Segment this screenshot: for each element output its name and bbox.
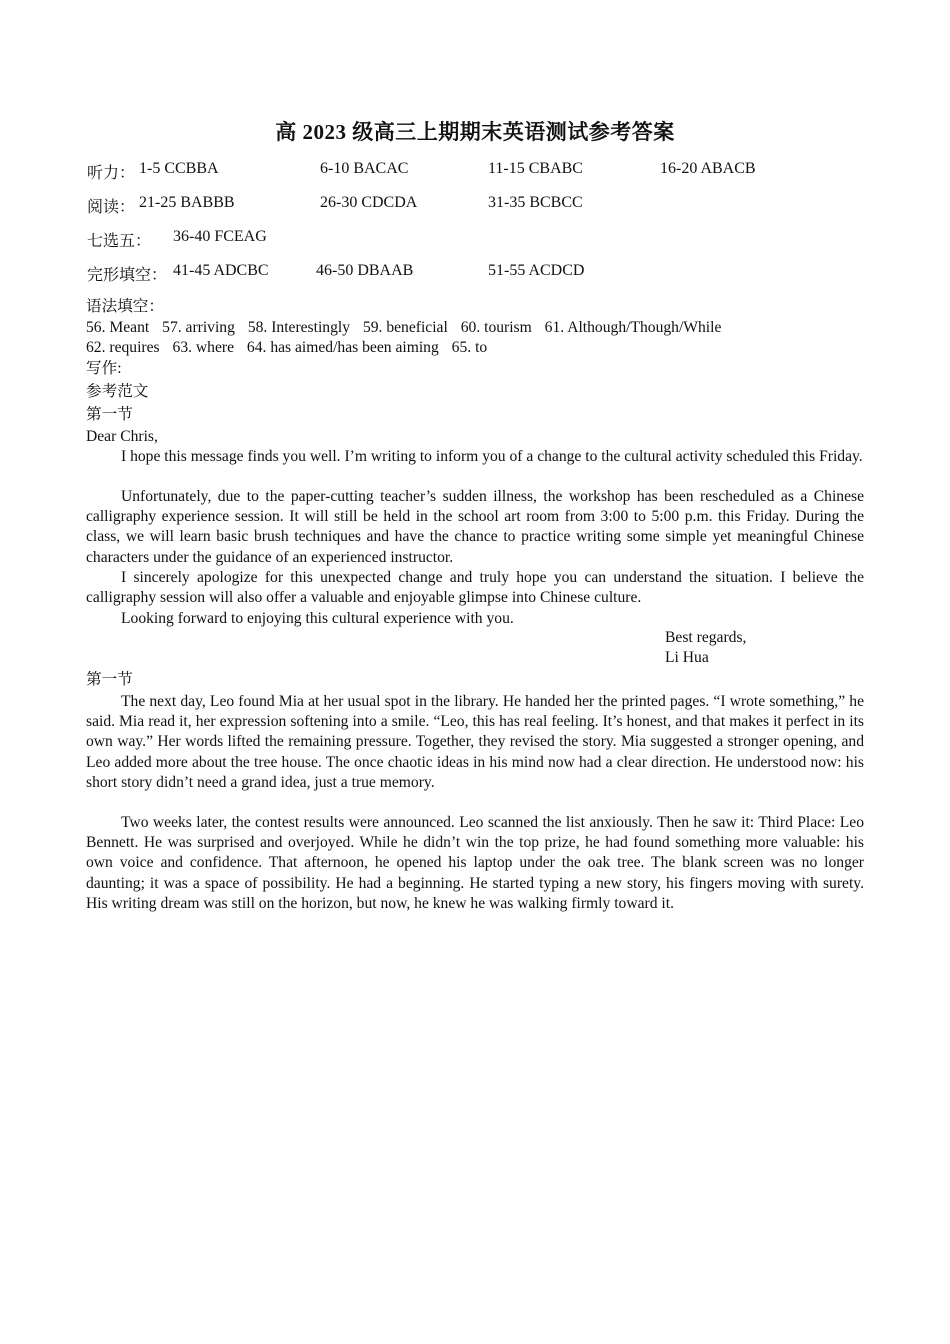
grammar-answer: 56. Meant xyxy=(86,319,150,336)
letter-signature: Li Hua xyxy=(665,649,709,666)
letter-greeting: Dear Chris, xyxy=(86,428,158,445)
section1-heading: 第一节 xyxy=(86,406,133,423)
letter-paragraph-4: Looking forward to enjoying this cultural experience with you. xyxy=(121,610,514,627)
letter-paragraph-3: I sincerely apologize for this unexpected change and truly hope you can understand the situation. I believe the calligraphy session will also offer a valuable and enjoyable glimpse into Chinese culture. xyxy=(86,569,864,607)
listening-group-3: 11-15 CBABC xyxy=(488,160,583,177)
section2-heading: 第一节 xyxy=(86,671,133,688)
grammar-answer: 60. tourism xyxy=(460,319,532,336)
listening-label: 听力： xyxy=(87,165,136,182)
grammar-answer: 64. has aimed/has been aiming xyxy=(246,339,439,356)
reading-label: 阅读： xyxy=(87,199,136,216)
grammar-answers-line-1 xyxy=(86,318,730,338)
letter-paragraph-2: Unfortunately, due to the paper-cutting teacher’s sudden illness, the workshop has been rescheduled as a Chinese calligraphy experience session. It will still be held in the school art room from 3:00 to 5:00 p.m. this Friday. During the class, we will learn basic brush techniques and have the chance to practice writing some simple yet meaningful Chinese characters under the guidance of an experienced instructor. xyxy=(86,488,864,566)
grammar-answer: 61. Although/Though/While xyxy=(544,319,722,336)
cloze-group-2: 46-50 DBAAB xyxy=(316,262,414,279)
cloze-label: 完形填空： xyxy=(87,267,168,284)
letter-closing: Best regards, xyxy=(665,629,747,646)
story-paragraph-2: Two weeks later, the contest results were announced. Leo scanned the list anxiously. Then he saw it: Third Place: Leo Bennett. He was surprised and overjoyed. While he didn’t win the top prize, he had found something more valuable: his own voice and confidence. That afternoon, he opened his laptop under the oak tree. The blank screen was no longer daunting; it was a space of possibility. He had a beginning. He started typing a new story, his fingers moving with surety. His writing dream was still on the horizon, but now, he knew he was walking firmly toward it. xyxy=(86,814,864,912)
writing-label: 写作: xyxy=(86,360,122,377)
letter-paragraph-1: I hope this message finds you well. I’m writing to inform you of a change to the cultural activity scheduled this Friday. xyxy=(121,448,863,465)
listening-group-1: 1-5 CCBBA xyxy=(139,160,219,177)
seven-five-label: 七选五： xyxy=(87,233,152,250)
story-paragraph-1: The next day, Leo found Mia at her usual spot in the library. He handed her the printed pages. “I wrote something,” he said. Mia read it, her expression softening into a smile. “Leo, this has real feeling. It’s honest, and that makes it perfect in its own way.” Her words lifted the remaining pressure. Together, they revised the story. Mia suggested a stronger opening, and Leo added more about the tree house. The once chaotic ideas in his mind now had a clear direction. He understood now: his short story didn’t need a grand idea, just a true memory. xyxy=(86,693,864,791)
reading-group-3: 31-35 BCBCC xyxy=(488,194,583,211)
cloze-group-3: 51-55 ACDCD xyxy=(488,262,585,279)
grammar-answer: 59. beneficial xyxy=(362,319,448,336)
grammar-answer: 62. requires xyxy=(86,339,160,356)
grammar-label: 语法填空： xyxy=(86,298,164,315)
listening-group-4: 16-20 ABACB xyxy=(660,160,756,177)
reading-group-1: 21-25 BABBB xyxy=(139,194,235,211)
reading-group-2: 26-30 CDCDA xyxy=(320,194,418,211)
grammar-answer: 57. arriving xyxy=(162,319,235,336)
grammar-answer: 58. Interestingly xyxy=(247,319,351,336)
grammar-answer: 65. to xyxy=(451,339,488,356)
grammar-answer: 63. where xyxy=(172,339,235,356)
listening-group-2: 6-10 BACAC xyxy=(320,160,409,177)
page-title: 高 2023 级高三上期期末英语测试参考答案 xyxy=(275,120,675,144)
sample-essay-label: 参考范文 xyxy=(86,383,149,400)
cloze-group-1: 41-45 ADCBC xyxy=(173,262,269,279)
seven-five-group-1: 36-40 FCEAG xyxy=(173,228,267,245)
grammar-answers-line-2 xyxy=(86,338,496,358)
